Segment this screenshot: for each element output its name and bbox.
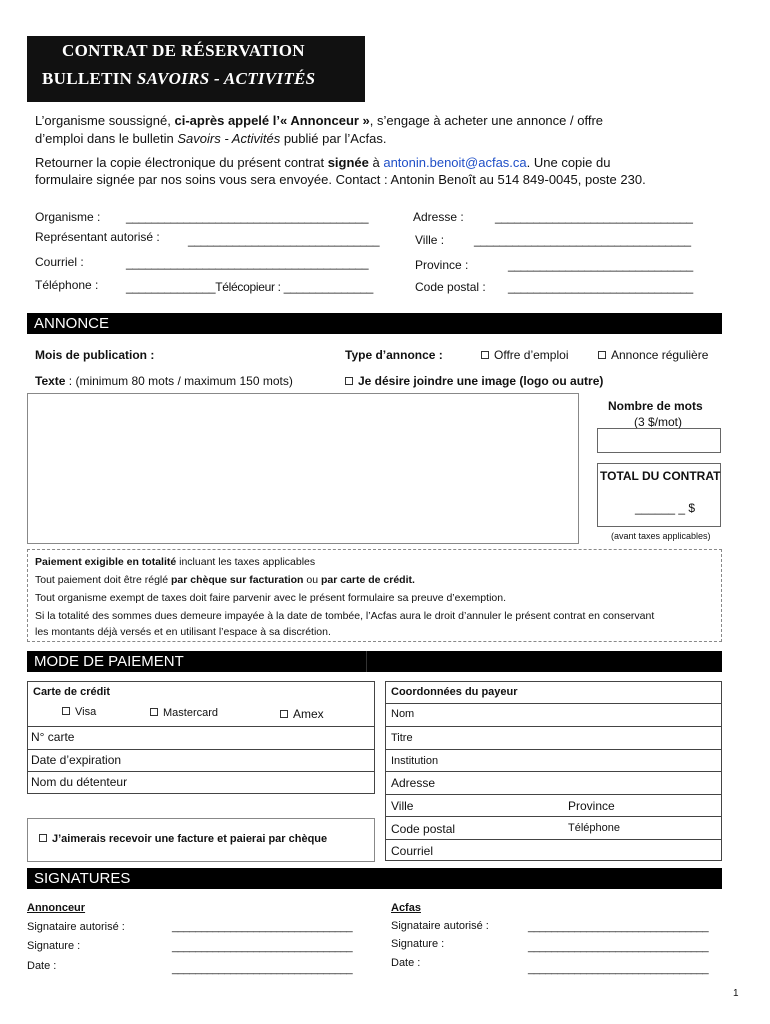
title-line-2: BULLETIN SAVOIRS - ACTIVITÉS [42, 69, 316, 88]
code-postal-label: Code postal : [415, 280, 486, 294]
divider [385, 703, 722, 704]
acfas-heading: Acfas [391, 902, 421, 914]
document-title [27, 36, 365, 102]
amex-checkbox[interactable] [280, 710, 288, 718]
divider [27, 749, 375, 750]
mois-publication-label: Mois de publication : [35, 348, 155, 362]
acfas-signataire-field[interactable]: _______________________________ [528, 921, 709, 933]
payeur-titre-field[interactable]: Titre [391, 732, 413, 744]
telecopieur-label: Télécopieur : [215, 280, 281, 294]
payeur-institution-field[interactable]: Institution [391, 755, 439, 767]
amex-option[interactable]: Amex [280, 707, 324, 721]
annonceur-signataire-label: Signataire autorisé : [27, 921, 125, 933]
organisme-label: Organisme : [35, 210, 101, 224]
payeur-code-postal-field[interactable]: Code postal [391, 822, 456, 836]
ville-field[interactable]: __________________________________ [474, 233, 691, 247]
divider [385, 749, 722, 750]
ville-label: Ville : [415, 233, 445, 247]
total-contrat-box [597, 463, 721, 527]
courriel-label: Courriel : [35, 255, 84, 269]
offre-emploi-checkbox[interactable] [481, 351, 489, 359]
acfas-signature-field[interactable]: _______________________________ [528, 941, 709, 953]
divider [385, 794, 722, 795]
facture-option[interactable]: J’aimerais recevoir une facture et paierai par chèque [39, 833, 327, 845]
adresse-field[interactable]: _______________________________ [495, 210, 693, 224]
mastercard-checkbox[interactable] [150, 708, 158, 716]
representant-field[interactable]: ______________________________ [188, 233, 380, 247]
numero-carte-field[interactable]: N° carte [31, 730, 75, 744]
payeur-adresse-field[interactable]: Adresse [391, 776, 436, 790]
total-contrat-label: TOTAL DU CONTRAT [600, 469, 721, 483]
intro-paragraph-2-line-2: formulaire signée par nos soins vous sera envoyée. Contact : Antonin Benoît au 514 849-0045, poste 230. [35, 172, 646, 187]
courriel-field[interactable]: ______________________________________ [126, 256, 369, 270]
total-contrat-value[interactable]: ______ _ $ [635, 501, 696, 515]
annonce-reguliere-checkbox[interactable] [598, 351, 606, 359]
notice-line-1: Paiement exigible en totalité incluant les taxes applicables [35, 556, 316, 568]
intro-paragraph-2-line-1: Retourner la copie électronique du présent contrat signée à antonin.benoit@acfas.ca. Une copie du [35, 155, 611, 170]
divider [385, 816, 722, 817]
annonceur-date-label: Date : [27, 960, 57, 972]
payeur-courriel-field[interactable]: Courriel [391, 844, 434, 858]
adresse-label: Adresse : [413, 210, 464, 224]
divider [385, 839, 722, 840]
texte-label: Texte : (minimum 80 mots / maximum 150 mots) [35, 374, 293, 388]
visa-checkbox[interactable] [62, 707, 70, 715]
facture-checkbox[interactable] [39, 834, 47, 842]
annonceur-heading: Annonceur [27, 902, 86, 914]
annonce-reguliere-option[interactable]: Annonce régulière [598, 348, 708, 362]
acfas-date-field[interactable]: _______________________________ [528, 963, 709, 975]
telephone-label: Téléphone : [35, 278, 99, 292]
joindre-image-option[interactable]: Je désire joindre une image (logo ou autre) [345, 374, 603, 388]
mastercard-option[interactable]: Mastercard [150, 707, 218, 719]
signatures-section-header: SIGNATURES [27, 868, 722, 889]
header-divider [366, 651, 367, 672]
intro-paragraph-1-line-1: L’organisme soussigné, ci-après appelé l’« Annonceur », s’engage à acheter une annonce / offre [35, 113, 604, 128]
payeur-nom-field[interactable]: Nom [391, 708, 415, 720]
divider [385, 771, 722, 772]
payeur-telephone-field[interactable]: Téléphone [568, 822, 620, 834]
nombre-mots-label: Nombre de mots [608, 399, 703, 413]
payeur-province-field[interactable]: Province [568, 799, 615, 813]
divider [27, 726, 375, 727]
annonce-section-header: ANNONCE [27, 313, 722, 334]
divider [385, 726, 722, 727]
carte-credit-label: Carte de crédit [33, 686, 111, 698]
detenteur-field[interactable]: Nom du détenteur [31, 775, 128, 789]
telephone-field[interactable]: ______________Télécopieur : ______________ [126, 280, 373, 294]
paiement-notice [27, 549, 722, 642]
annonceur-date-field[interactable]: _______________________________ [172, 963, 353, 975]
province-field[interactable]: _____________________________ [508, 258, 693, 272]
annonceur-signature-field[interactable]: _______________________________ [172, 941, 353, 953]
acfas-date-label: Date : [391, 957, 421, 969]
expiration-field[interactable]: Date d’expiration [31, 753, 122, 767]
email-link[interactable]: antonin.benoit@acfas.ca [383, 155, 527, 170]
type-annonce-label: Type d’annonce : [345, 348, 443, 362]
acfas-signature-label: Signature : [391, 938, 445, 950]
offre-emploi-option[interactable]: Offre d’emploi [481, 348, 568, 362]
visa-option[interactable]: Visa [62, 706, 96, 718]
joindre-image-checkbox[interactable] [345, 377, 353, 385]
representant-label: Représentant autorisé : [35, 230, 160, 244]
notice-line-4: Si la totalité des sommes dues demeure impayée à la date de tombée, l’Acfas aura le droit d’annuler le présent contrat en conservant [35, 610, 655, 622]
organisme-field[interactable]: ______________________________________ [126, 210, 369, 224]
annonceur-signataire-field[interactable]: _______________________________ [172, 921, 353, 933]
coordonnees-payeur-label: Coordonnées du payeur [391, 686, 518, 698]
intro-paragraph-1-line-2: d’emploi dans le bulletin Savoirs - Activités publié par l’Acfas. [35, 131, 387, 146]
province-label: Province : [415, 258, 469, 272]
prix-par-mot-label: (3 $/mot) [634, 415, 683, 429]
divider [27, 771, 375, 772]
nombre-mots-field[interactable] [597, 428, 721, 453]
annonce-text-area[interactable] [27, 393, 579, 544]
annonceur-signature-label: Signature : [27, 940, 81, 952]
payeur-ville-field[interactable]: Ville [391, 799, 414, 813]
title-line-1: CONTRAT DE RÉSERVATION [62, 41, 305, 60]
page-number: 1 [733, 988, 739, 999]
avant-taxes-note: (avant taxes applicables) [611, 531, 711, 541]
acfas-signataire-label: Signataire autorisé : [391, 920, 489, 932]
notice-line-2: Tout paiement doit être réglé par chèque sur facturation ou par carte de crédit. [35, 574, 415, 586]
notice-line-3: Tout organisme exempt de taxes doit faire parvenir avec le présent formulaire sa preuve d’exemption. [35, 592, 506, 604]
mode-paiement-section-header: MODE DE PAIEMENT [27, 651, 722, 672]
code-postal-field[interactable]: _____________________________ [508, 280, 693, 294]
notice-line-5: les montants déjà versés et en utilisant l’espace à sa discrétion. [35, 626, 331, 638]
